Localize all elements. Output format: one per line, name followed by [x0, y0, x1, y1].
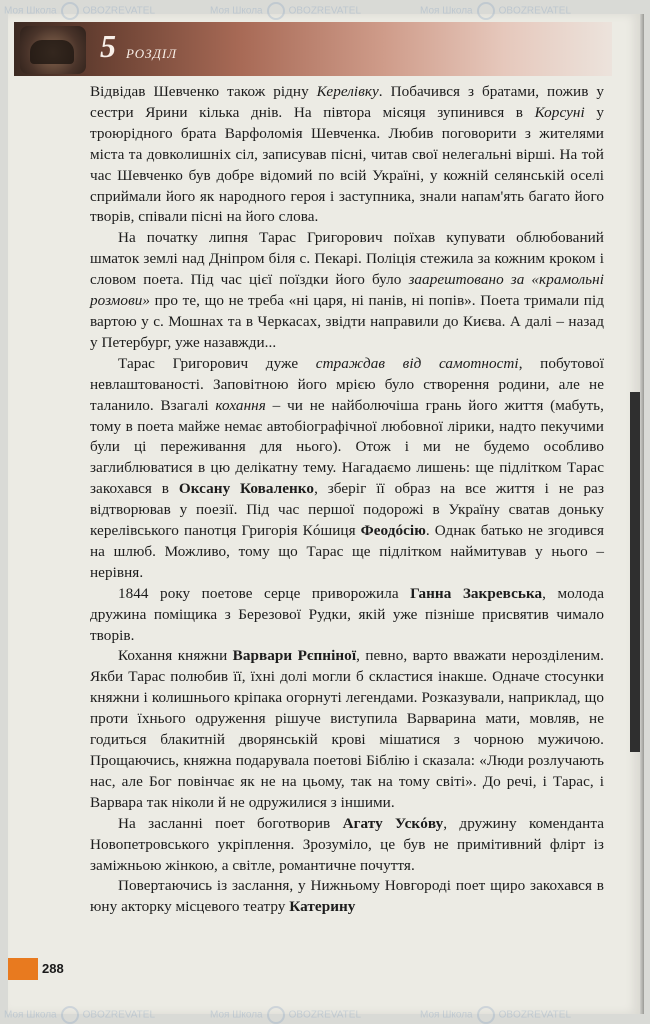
paragraph [90, 646, 604, 813]
watermark-logo-icon [267, 2, 285, 20]
page-body-text [90, 82, 604, 918]
watermark-logo-icon [477, 2, 495, 20]
watermark-logo-icon [61, 1006, 79, 1024]
text-run: Повертаючись із заслання, у Нижньому Новгороді поет щиро закохався в юну акторку місцевого театру [90, 877, 604, 916]
text-run: 1844 року поетове серце приворожила [118, 584, 411, 602]
text-run: Відвідав Шевченко також рідну [90, 83, 317, 100]
watermark: Моя Школа OBOZREVATEL [210, 2, 361, 20]
paragraph [90, 82, 604, 228]
emphasis-bold: Оксану Коваленко [178, 480, 315, 498]
text-run: . Однак батько не згодився на шлюб. Можливо, тому що Тарас ще підлітком наймитував у нього – нерівня. [90, 522, 604, 581]
text-run: . Побачився з братами, пожив у сестри Ярини кілька днів. На півтора місяця зупинився в [90, 83, 605, 121]
emphasis-italic: заарештовано за «крамольні розмови» [90, 271, 604, 310]
text-run: про те, що не треба «ні царя, ні панів, ні попів». Поета тримали під вартою у с. Мошнах та в Черкасах, звідти направили до Києва. А далі – назад у Петербург, уже назавжди... [90, 292, 604, 351]
watermark: Моя Школа OBOZREVATEL [4, 1006, 155, 1024]
chapter-emblem-image [20, 26, 86, 74]
page-number: 288 [42, 961, 64, 976]
watermark: Моя Школа OBOZREVATEL [210, 1006, 361, 1024]
paragraph [90, 814, 604, 877]
emphasis-bold: Ганна Закревська [410, 584, 543, 602]
text-run: у троюрідного брата Варфоломія Шевченка. Любив поговорити з жителями міста та довколишніх сіл, записував пісні, читав свої нелегальні вірші. На той час Шевченко був добре відомий по всій Україні, у кожній селянській оселі сприймали його як народного героя і заступника, знали напам'ять багато його творів, співали пісні на його слова. [90, 103, 604, 226]
text-run: На засланні поет боготворив [118, 814, 343, 832]
text-run: , зберіг її образ на все життя і не раз відтворював у поезії. Під час першої подорожі в Україну сватав доньку керелівського панотця Григорія Кóшиця [90, 480, 605, 540]
emphasis-bold: Варвари Рєпніної [232, 647, 357, 665]
watermark: Моя Школа OBOZREVATEL [420, 2, 571, 20]
section-side-tab [630, 392, 640, 752]
watermark: Моя Школа OBOZREVATEL [420, 1006, 571, 1024]
page-edge [640, 14, 644, 1014]
watermark-logo-icon [267, 1006, 285, 1024]
text-run: На початку липня Тарас Григорович поїхав купувати облюбований шматок землі над Дніпром біля с. Пекарі. Поліція стежила за кожним кроком і словом поета. Під час цієї поїздки його було [90, 229, 604, 289]
emphasis-italic: кохання [215, 396, 266, 414]
section-word: РОЗДІЛ [126, 46, 177, 61]
watermark: Моя Школа OBOZREVATEL [4, 2, 155, 20]
paragraph [90, 584, 604, 647]
emphasis-bold: Катерину [289, 898, 356, 916]
paragraph [90, 876, 604, 918]
section-number: 5 [100, 28, 116, 64]
text-run: , певно, варто вважати нерозділеним. Якби Тарас полюбив її, їхні долі могли б скластися інакше. Одначе стосунки княжни і колишнього кріпака огорнуті легендами. Розказували, наприклад, що проти їхнього одруження рішуче виступила Варварина мати, мовляв, не годиться блакитній дворянській крові мішатися з чорною мужичою. Прощаючись, княжна подарувала поетові Біблію і сказала: «Люди розлучають нас, але Бог повінчає як не на цьому, так на тому світі». До речі, і Тарас, і Варвара так ніколи й не одружилися з іншими. [90, 647, 604, 811]
watermark-logo-icon [61, 2, 79, 20]
emphasis-italic: Корсуні [534, 103, 585, 121]
emphasis-italic: Керелівку [316, 83, 379, 100]
emphasis-italic: страждав від самотності [315, 354, 519, 372]
emphasis-bold: Агату Ускóву [342, 814, 444, 832]
text-run: , дружину коменданта Новопетровського укріплення. Зрозуміло, це був не примітивний флірт із заміжньою жінкою, а світле, романтичне почуття. [90, 814, 604, 874]
paragraph [90, 228, 604, 353]
watermark-logo-icon [477, 1006, 495, 1024]
text-run: , молода дружина поміщика з Березової Рудки, якій уже пізніше присвятив чимало творів. [90, 584, 604, 644]
text-run: Тарас Григорович дуже [118, 354, 316, 372]
page-number-bar [8, 958, 38, 980]
emphasis-bold: Феодóсію [360, 522, 426, 540]
text-run: , побутової невлаштованості. Заповітною його мрією було створення родини, але не таланило. Взагалі [90, 354, 604, 414]
text-run: – чи не найболючіша грань його життя (мабуть, тому в поета майже немає автобіографічної любовної лірики, надто пекучими були ці переживання для нього). Отож і ми не будемо особливо заглиблюватися в цю делікатну тему. Нагадаємо лишень: ще підлітком Тарас закохався в [90, 396, 604, 498]
paragraph [90, 354, 604, 584]
text-run: Кохання княжни [118, 647, 233, 665]
